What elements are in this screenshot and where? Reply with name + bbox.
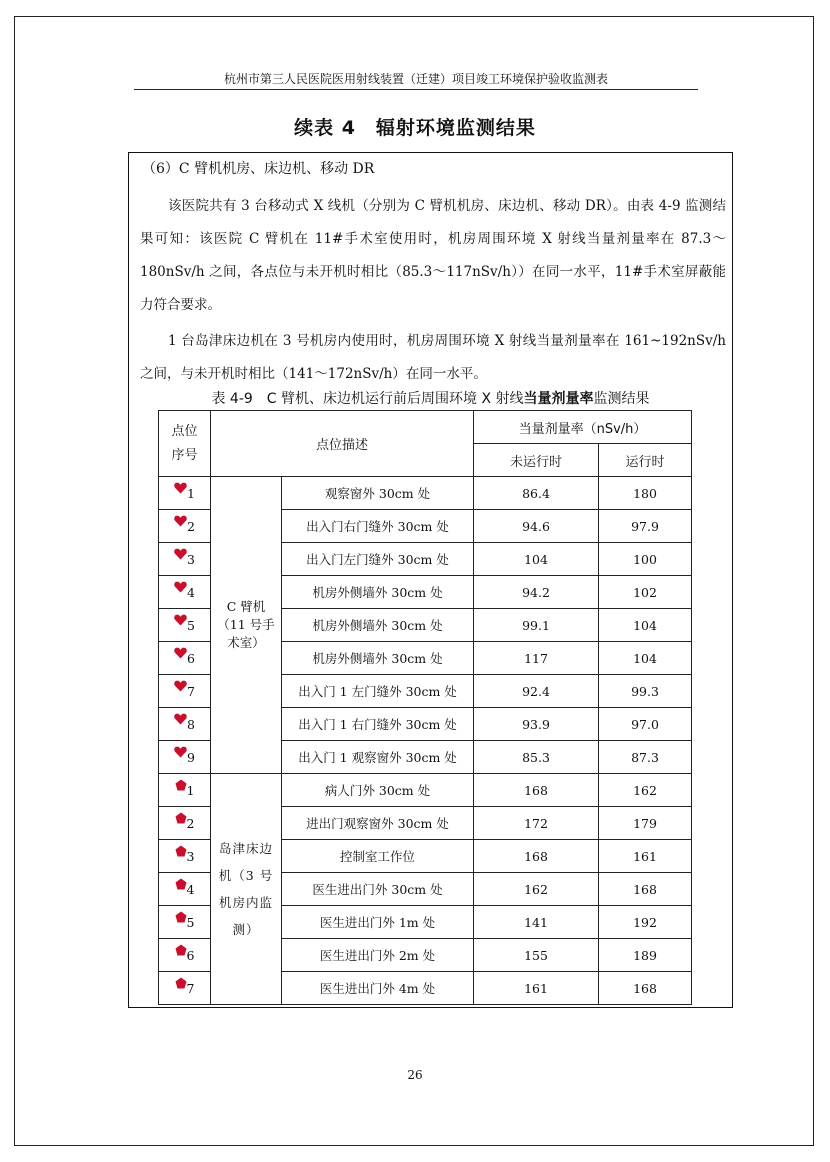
rate-off-value: 86.4	[474, 477, 599, 510]
rate-on-value: 168	[599, 972, 692, 1005]
paragraph-1: 该医院共有 3 台移动式 X 线机（分别为 C 臂机机房、床边机、移动 DR）。由表 4-9 监测结果可知：该医院 C 臂机在 11#手术室使用时，机房周围环境 X 射线当量剂量率在 87.3～180nSv/h 之间，各点位与未开机时相比（85.3～117nSv/h））在同一水平，11#手术室屏蔽能力符合要求。	[140, 198, 726, 313]
rate-on-value: 192	[599, 906, 692, 939]
table-caption-bold: 当量剂量率	[523, 391, 594, 407]
point-description: 出入门 1 右门缝外 30cm 处	[282, 708, 474, 741]
table-row	[159, 774, 692, 807]
point-number-cell	[159, 840, 211, 873]
header-rule	[134, 89, 698, 90]
table-body	[159, 477, 692, 1005]
rate-off-value: 94.6	[474, 510, 599, 543]
rate-off-value: 168	[474, 840, 599, 873]
point-number: 6	[186, 947, 195, 963]
point-number-cell	[159, 741, 211, 774]
rate-on-value: 97.0	[599, 708, 692, 741]
rate-off-value: 141	[474, 906, 599, 939]
pentagon-marker-icon	[175, 911, 187, 926]
point-number: 2	[186, 815, 195, 831]
point-number-cell	[159, 774, 211, 807]
col-on-header: 运行时	[599, 444, 692, 477]
point-description: 医生进出门外 4m 处	[282, 972, 474, 1005]
rate-on-value: 99.3	[599, 675, 692, 708]
heart-marker-icon	[174, 680, 187, 695]
rate-on-value: 162	[599, 774, 692, 807]
point-number-cell	[159, 972, 211, 1005]
point-description: 机房外侧墙外 30cm 处	[282, 609, 474, 642]
rate-off-value: 168	[474, 774, 599, 807]
point-number-cell	[159, 675, 211, 708]
rate-off-value: 117	[474, 642, 599, 675]
col-desc-header: 点位描述	[211, 411, 474, 477]
results-table	[158, 410, 692, 1005]
rate-on-value: 179	[599, 807, 692, 840]
point-number: 3	[186, 848, 195, 864]
pentagon-marker-icon	[175, 845, 187, 860]
point-number-cell	[159, 807, 211, 840]
point-number-cell	[159, 609, 211, 642]
pentagon-marker-icon	[175, 779, 187, 794]
rate-off-value: 104	[474, 543, 599, 576]
point-description: 出入门右门缝外 30cm 处	[282, 510, 474, 543]
point-number: 7	[187, 683, 195, 699]
point-number-cell	[159, 906, 211, 939]
point-description: 进出门观察窗外 30cm 处	[282, 807, 474, 840]
point-number-cell	[159, 939, 211, 972]
rate-off-value: 172	[474, 807, 599, 840]
heart-marker-icon	[174, 581, 187, 596]
point-number: 3	[187, 551, 195, 567]
point-number-cell	[159, 576, 211, 609]
point-number: 5	[186, 914, 195, 930]
point-description: 机房外侧墙外 30cm 处	[282, 576, 474, 609]
heart-marker-icon	[174, 515, 187, 530]
col-off-header: 未运行时	[474, 444, 599, 477]
point-description: 观察窗外 30cm 处	[282, 477, 474, 510]
point-description: 医生进出门外 30cm 处	[282, 873, 474, 906]
page-number: 26	[407, 1068, 423, 1082]
rate-off-value: 99.1	[474, 609, 599, 642]
doc-title: 续表 4 辐射环境监测结果	[294, 117, 536, 139]
point-number-cell	[159, 477, 211, 510]
rate-off-value: 161	[474, 972, 599, 1005]
point-description: 医生进出门外 1m 处	[282, 906, 474, 939]
point-number: 7	[186, 980, 195, 996]
rate-off-value: 92.4	[474, 675, 599, 708]
point-number: 5	[187, 617, 195, 633]
group-label: C 臂机 （11 号手 术室）	[211, 477, 282, 774]
heart-marker-icon	[174, 713, 187, 728]
point-number: 6	[187, 650, 195, 666]
pentagon-marker-icon	[175, 977, 187, 992]
rate-on-value: 180	[599, 477, 692, 510]
rate-on-value: 104	[599, 609, 692, 642]
rate-on-value: 189	[599, 939, 692, 972]
rate-off-value: 155	[474, 939, 599, 972]
rate-off-value: 93.9	[474, 708, 599, 741]
point-number-cell	[159, 873, 211, 906]
rate-on-value: 100	[599, 543, 692, 576]
point-number: 8	[187, 716, 195, 732]
point-description: 机房外侧墙外 30cm 处	[282, 642, 474, 675]
point-number: 2	[187, 518, 195, 534]
heart-marker-icon	[174, 614, 187, 629]
point-number: 4	[187, 584, 195, 600]
pentagon-marker-icon	[175, 878, 187, 893]
rate-on-value: 161	[599, 840, 692, 873]
rate-on-value: 102	[599, 576, 692, 609]
point-description: 病人门外 30cm 处	[282, 774, 474, 807]
point-number: 1	[187, 485, 195, 501]
point-description: 医生进出门外 2m 处	[282, 939, 474, 972]
table-caption-suffix: 监测结果	[593, 391, 650, 407]
heart-marker-icon	[174, 746, 187, 761]
point-number-cell	[159, 543, 211, 576]
point-number-cell	[159, 642, 211, 675]
point-number-cell	[159, 708, 211, 741]
heart-marker-icon	[174, 482, 187, 497]
point-number: 4	[186, 881, 195, 897]
point-description: 出入门 1 观察窗外 30cm 处	[282, 741, 474, 774]
group-label: 岛津床边 机（3 号 机房内监 测）	[211, 774, 282, 1005]
table-row	[159, 477, 692, 510]
point-number: 9	[187, 749, 195, 765]
rate-off-value: 94.2	[474, 576, 599, 609]
rate-on-value: 104	[599, 642, 692, 675]
point-number: 1	[186, 782, 195, 798]
running-header: 杭州市第三人民医院医用射线装置（迁建）项目竣工环境保护验收监测表	[223, 72, 608, 86]
rate-off-value: 85.3	[474, 741, 599, 774]
point-description: 出入门左门缝外 30cm 处	[282, 543, 474, 576]
rate-on-value: 97.9	[599, 510, 692, 543]
point-number-cell	[159, 510, 211, 543]
col-rate-header: 当量剂量率（nSv/h）	[474, 411, 692, 444]
paragraph-2: 1 台岛津床边机在 3 号机房内使用时，机房周围环境 X 射线当量剂量率在 161~192nSv/h 之间，与未开机时相比（141～172nSv/h）在同一水平。	[140, 333, 726, 382]
table-caption-prefix: 表 4-9 C 臂机、床边机运行前后周围环境 X 射线	[211, 391, 524, 407]
rate-on-value: 168	[599, 873, 692, 906]
table-caption	[128, 388, 733, 408]
heart-marker-icon	[174, 647, 187, 662]
rate-on-value: 87.3	[599, 741, 692, 774]
rate-off-value: 162	[474, 873, 599, 906]
pentagon-marker-icon	[175, 812, 187, 827]
point-description: 控制室工作位	[282, 840, 474, 873]
section-heading: （6）C 臂机机房、床边机、移动 DR	[142, 161, 375, 177]
col-point-header: 点位 序号	[159, 411, 211, 477]
heart-marker-icon	[174, 548, 187, 563]
pentagon-marker-icon	[175, 944, 187, 959]
point-description: 出入门 1 左门缝外 30cm 处	[282, 675, 474, 708]
